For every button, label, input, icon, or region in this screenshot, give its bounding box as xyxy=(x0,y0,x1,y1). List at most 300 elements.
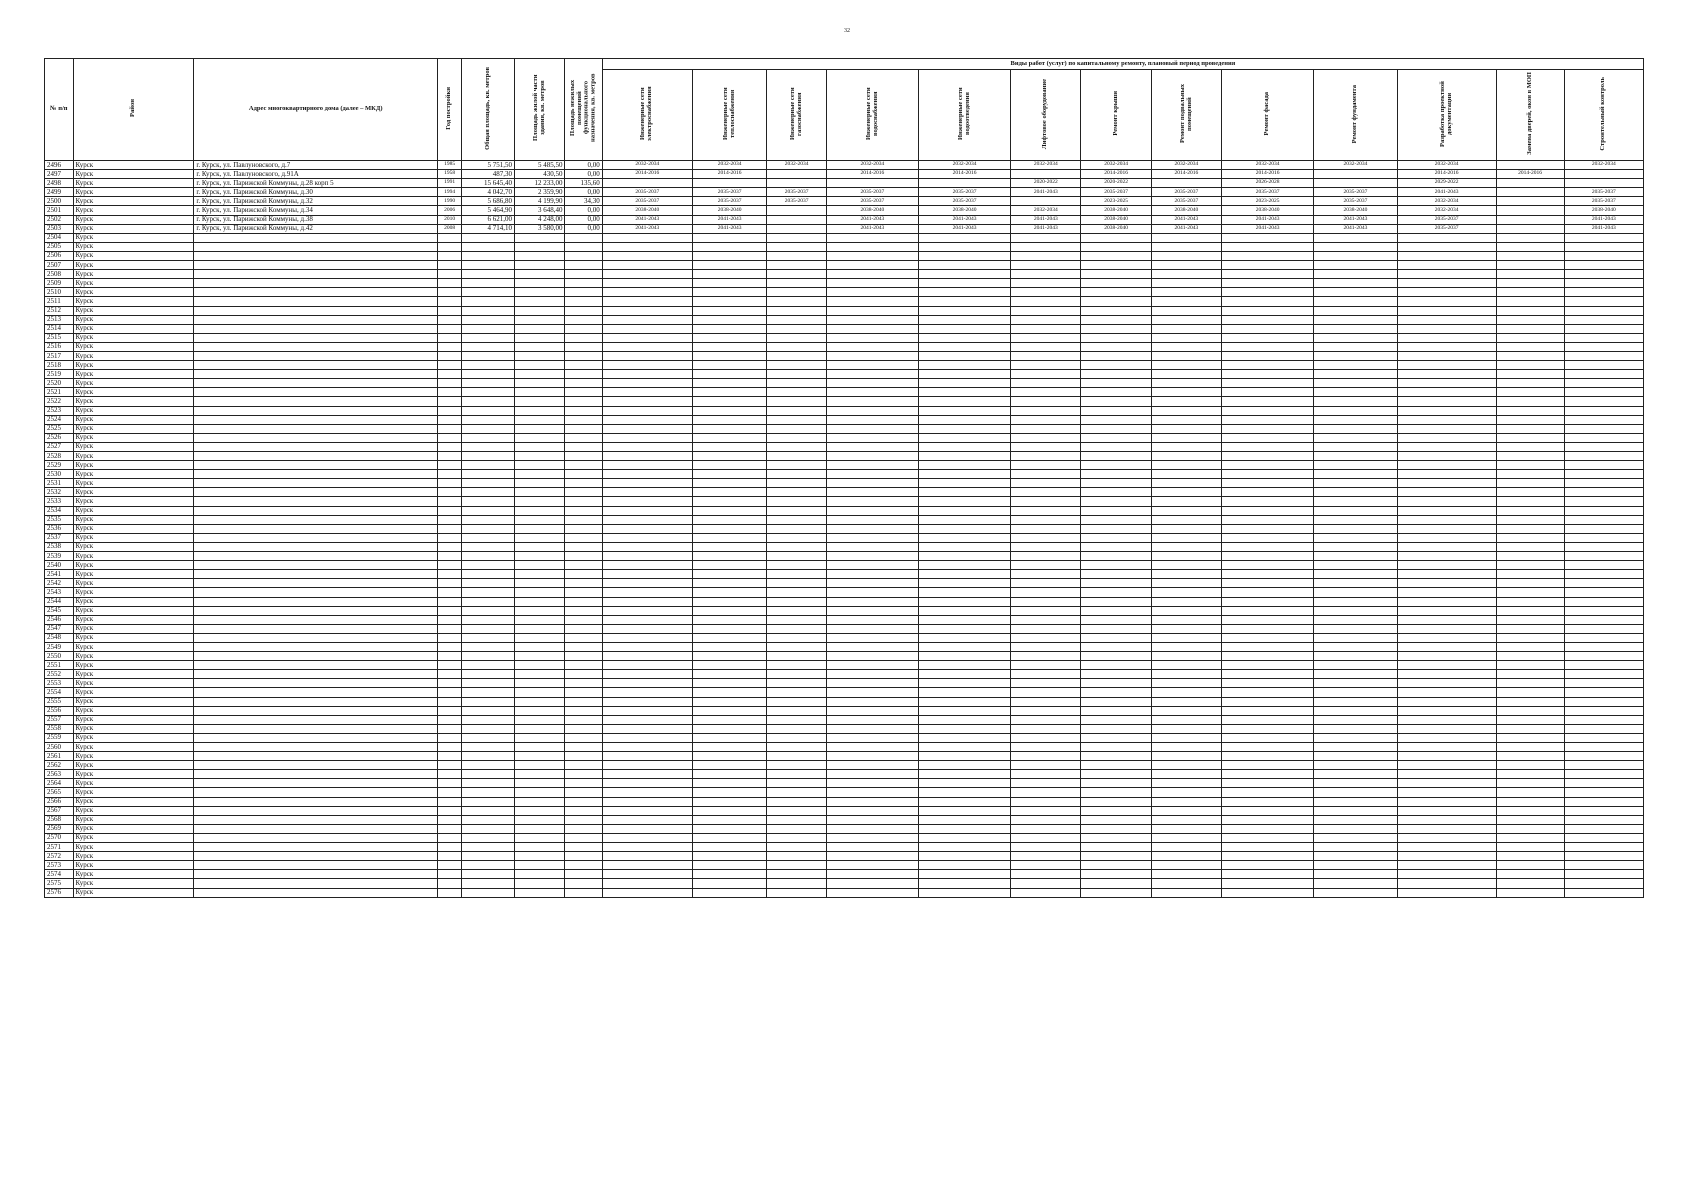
table-cell xyxy=(767,424,826,433)
table-cell xyxy=(1564,452,1643,461)
table-cell xyxy=(918,388,1010,397)
table-cell xyxy=(1011,197,1081,206)
table-cell xyxy=(1314,270,1397,279)
table-cell xyxy=(1011,315,1081,324)
table-cell xyxy=(1397,479,1496,488)
table-cell xyxy=(692,752,767,761)
table-cell xyxy=(1496,679,1564,688)
table-row xyxy=(45,261,1644,270)
table-cell xyxy=(767,843,826,852)
table-cell xyxy=(918,679,1010,688)
table-cell xyxy=(514,306,565,315)
table-cell xyxy=(826,788,918,797)
table-cell: Курск xyxy=(73,870,194,879)
table-row xyxy=(45,397,1644,406)
table-cell xyxy=(1222,361,1314,370)
table-cell xyxy=(602,615,692,624)
table-cell xyxy=(1151,879,1221,888)
table-cell xyxy=(1222,788,1314,797)
table-cell xyxy=(514,442,565,451)
page-number: 32 xyxy=(844,28,850,34)
table-cell xyxy=(767,888,826,897)
table-cell: 2023-2025 xyxy=(1081,197,1151,206)
table-cell: Курск xyxy=(73,433,194,442)
table-cell xyxy=(1222,433,1314,442)
table-cell xyxy=(767,770,826,779)
table-cell xyxy=(918,779,1010,788)
table-cell xyxy=(194,324,438,333)
table-cell xyxy=(1314,706,1397,715)
table-cell xyxy=(826,261,918,270)
table-cell xyxy=(1222,752,1314,761)
table-cell xyxy=(826,706,918,715)
table-cell: 2562 xyxy=(45,761,74,770)
table-cell xyxy=(1564,361,1643,370)
table-cell xyxy=(918,761,1010,770)
table-cell xyxy=(1222,270,1314,279)
table-row xyxy=(45,697,1644,706)
table-cell xyxy=(1081,570,1151,579)
table-cell xyxy=(194,815,438,824)
table-cell xyxy=(767,470,826,479)
table-cell xyxy=(565,733,602,742)
table-cell xyxy=(692,433,767,442)
table-cell xyxy=(1151,461,1221,470)
table-cell: 1958 xyxy=(438,170,462,179)
table-cell xyxy=(1222,452,1314,461)
table-cell: Курск xyxy=(73,852,194,861)
table-cell xyxy=(194,824,438,833)
col-header-3: Год постройки xyxy=(438,59,462,161)
table-cell xyxy=(514,342,565,351)
table-row xyxy=(45,788,1644,797)
table-cell xyxy=(602,879,692,888)
table-cell xyxy=(514,652,565,661)
table-cell xyxy=(1314,361,1397,370)
table-cell xyxy=(602,315,692,324)
table-cell xyxy=(514,370,565,379)
table-cell xyxy=(1011,761,1081,770)
table-cell xyxy=(692,761,767,770)
table-cell xyxy=(1314,488,1397,497)
table-cell: Курск xyxy=(73,470,194,479)
table-cell xyxy=(1222,606,1314,615)
table-cell xyxy=(1011,533,1081,542)
table-cell: 2549 xyxy=(45,642,74,651)
table-cell xyxy=(767,288,826,297)
table-cell xyxy=(1397,242,1496,251)
table-cell xyxy=(438,552,462,561)
table-cell: Курск xyxy=(73,797,194,806)
table-cell xyxy=(514,733,565,742)
table-cell xyxy=(565,888,602,897)
table-cell xyxy=(1564,497,1643,506)
table-cell xyxy=(565,797,602,806)
table-row xyxy=(45,288,1644,297)
table-cell: 2032-2034 xyxy=(767,161,826,170)
table-cell xyxy=(194,488,438,497)
table-cell xyxy=(1011,561,1081,570)
table-cell xyxy=(194,351,438,360)
table-cell xyxy=(514,688,565,697)
table-cell xyxy=(1397,824,1496,833)
table-cell: 487,30 xyxy=(462,170,515,179)
table-cell xyxy=(438,888,462,897)
table-cell xyxy=(1081,461,1151,470)
table-row xyxy=(45,470,1644,479)
table-cell: 5 464,90 xyxy=(462,206,515,215)
table-cell xyxy=(826,597,918,606)
table-cell: 2014-2016 xyxy=(1151,170,1221,179)
table-cell xyxy=(692,552,767,561)
table-cell xyxy=(462,824,515,833)
table-cell xyxy=(602,397,692,406)
table-cell xyxy=(1081,297,1151,306)
table-cell xyxy=(565,397,602,406)
capital-repair-table xyxy=(44,58,1644,898)
table-cell xyxy=(1496,288,1564,297)
table-cell: 2508 xyxy=(45,270,74,279)
table-cell xyxy=(514,406,565,415)
table-cell xyxy=(438,715,462,724)
table-cell: 2544 xyxy=(45,597,74,606)
table-cell xyxy=(1151,533,1221,542)
table-cell xyxy=(1314,233,1397,242)
table-cell xyxy=(565,715,602,724)
col-header-5: Площадь жилой части здания, кв. метров xyxy=(514,59,565,161)
table-cell xyxy=(1496,670,1564,679)
table-cell xyxy=(1081,524,1151,533)
table-cell xyxy=(1496,406,1564,415)
col-header-13: Ремонт крыши xyxy=(1081,70,1151,161)
table-cell xyxy=(1151,524,1221,533)
table-cell xyxy=(1397,524,1496,533)
table-cell: 2038-2040 xyxy=(1314,206,1397,215)
table-cell: 2542 xyxy=(45,579,74,588)
table-cell: 1990 xyxy=(438,197,462,206)
table-cell xyxy=(1314,797,1397,806)
table-cell xyxy=(918,624,1010,633)
table-cell xyxy=(692,542,767,551)
table-cell xyxy=(1564,579,1643,588)
table-cell xyxy=(565,724,602,733)
table-cell: Курск xyxy=(73,624,194,633)
table-cell xyxy=(1314,506,1397,515)
table-cell xyxy=(1222,615,1314,624)
table-cell xyxy=(438,333,462,342)
table-cell: 2526 xyxy=(45,433,74,442)
table-cell xyxy=(1564,533,1643,542)
table-cell xyxy=(438,806,462,815)
table-cell xyxy=(1151,242,1221,251)
table-cell xyxy=(692,515,767,524)
table-cell: 2534 xyxy=(45,506,74,515)
table-cell xyxy=(194,533,438,542)
table-cell xyxy=(692,442,767,451)
table-row xyxy=(45,215,1644,224)
table-cell xyxy=(1314,261,1397,270)
table-cell xyxy=(462,888,515,897)
table-cell xyxy=(194,606,438,615)
table-cell xyxy=(918,788,1010,797)
table-cell xyxy=(767,315,826,324)
table-cell xyxy=(1397,843,1496,852)
table-cell xyxy=(692,488,767,497)
table-cell xyxy=(1151,597,1221,606)
table-cell xyxy=(438,452,462,461)
table-row xyxy=(45,670,1644,679)
table-cell xyxy=(602,533,692,542)
table-cell xyxy=(1081,561,1151,570)
table-cell xyxy=(1222,479,1314,488)
table-cell xyxy=(1151,706,1221,715)
table-cell xyxy=(565,761,602,770)
table-row xyxy=(45,624,1644,633)
table-cell xyxy=(1564,297,1643,306)
table-cell xyxy=(1496,461,1564,470)
table-cell xyxy=(767,861,826,870)
table-cell xyxy=(462,770,515,779)
table-cell xyxy=(462,661,515,670)
table-cell xyxy=(1081,333,1151,342)
table-cell xyxy=(918,661,1010,670)
table-cell xyxy=(1011,242,1081,251)
table-cell xyxy=(1314,597,1397,606)
table-cell xyxy=(918,452,1010,461)
table-cell xyxy=(462,270,515,279)
table-cell: 2032-2034 xyxy=(602,161,692,170)
table-cell xyxy=(826,588,918,597)
table-cell xyxy=(565,661,602,670)
table-cell xyxy=(194,542,438,551)
table-cell xyxy=(194,424,438,433)
table-cell xyxy=(1397,333,1496,342)
table-row xyxy=(45,606,1644,615)
table-cell xyxy=(602,279,692,288)
col-header-15: Ремонт фасада xyxy=(1222,70,1314,161)
table-cell xyxy=(1151,251,1221,260)
table-cell: 2574 xyxy=(45,870,74,879)
table-cell xyxy=(462,397,515,406)
table-cell xyxy=(1081,624,1151,633)
table-cell xyxy=(826,361,918,370)
table-cell: г. Курск, ул. Павлуновского, д.7 xyxy=(194,161,438,170)
table-cell xyxy=(462,533,515,542)
table-cell xyxy=(1011,615,1081,624)
table-cell xyxy=(1496,652,1564,661)
table-cell: Курск xyxy=(73,497,194,506)
table-cell xyxy=(1397,806,1496,815)
table-cell xyxy=(438,533,462,542)
table-cell xyxy=(1222,515,1314,524)
table-cell xyxy=(692,279,767,288)
table-cell xyxy=(1564,306,1643,315)
table-cell xyxy=(767,497,826,506)
table-cell: 2041-2043 xyxy=(918,224,1010,233)
table-cell xyxy=(826,615,918,624)
table-cell: 1994 xyxy=(438,188,462,197)
table-cell xyxy=(692,688,767,697)
table-cell xyxy=(826,479,918,488)
table-cell xyxy=(1011,361,1081,370)
table-cell xyxy=(826,315,918,324)
table-cell xyxy=(602,606,692,615)
table-cell xyxy=(194,361,438,370)
table-cell xyxy=(1151,679,1221,688)
table-cell xyxy=(514,852,565,861)
table-cell xyxy=(1564,724,1643,733)
table-cell xyxy=(767,415,826,424)
table-cell: 2 359,90 xyxy=(514,188,565,197)
table-cell xyxy=(918,743,1010,752)
table-row xyxy=(45,706,1644,715)
table-cell: Курск xyxy=(73,688,194,697)
table-cell xyxy=(1496,806,1564,815)
table-cell xyxy=(565,588,602,597)
table-cell xyxy=(826,761,918,770)
table-cell xyxy=(1496,606,1564,615)
table-cell xyxy=(1081,688,1151,697)
table-cell xyxy=(918,370,1010,379)
table-cell xyxy=(918,579,1010,588)
table-row xyxy=(45,406,1644,415)
table-cell xyxy=(602,824,692,833)
table-cell: 0,00 xyxy=(565,161,602,170)
table-cell xyxy=(826,633,918,642)
table-cell xyxy=(1314,733,1397,742)
table-cell xyxy=(565,679,602,688)
table-cell: 12 233,00 xyxy=(514,179,565,188)
table-cell xyxy=(565,615,602,624)
table-cell xyxy=(1564,652,1643,661)
table-cell xyxy=(1151,797,1221,806)
table-cell xyxy=(565,861,602,870)
table-cell xyxy=(692,615,767,624)
table-cell xyxy=(767,452,826,461)
table-cell: 2038-2040 xyxy=(1081,224,1151,233)
table-cell: 2503 xyxy=(45,224,74,233)
table-cell xyxy=(1397,488,1496,497)
table-cell xyxy=(602,642,692,651)
table-cell xyxy=(462,879,515,888)
table-cell xyxy=(194,852,438,861)
table-cell xyxy=(1011,415,1081,424)
table-cell: 2536 xyxy=(45,524,74,533)
table-cell: Курск xyxy=(73,488,194,497)
table-cell: 2041-2043 xyxy=(1151,224,1221,233)
table-cell xyxy=(1222,843,1314,852)
table-cell xyxy=(918,642,1010,651)
table-cell xyxy=(462,506,515,515)
table-cell xyxy=(1011,261,1081,270)
table-cell xyxy=(826,724,918,733)
table-cell xyxy=(1151,561,1221,570)
table-cell xyxy=(826,424,918,433)
table-cell xyxy=(1081,779,1151,788)
table-cell xyxy=(462,452,515,461)
table-cell xyxy=(1496,270,1564,279)
table-cell xyxy=(1496,815,1564,824)
table-cell xyxy=(692,479,767,488)
table-cell: Курск xyxy=(73,515,194,524)
table-cell xyxy=(1564,824,1643,833)
table-cell xyxy=(1081,606,1151,615)
table-cell xyxy=(1222,251,1314,260)
table-cell: 2041-2043 xyxy=(1564,224,1643,233)
table-cell xyxy=(1564,397,1643,406)
table-cell xyxy=(1011,888,1081,897)
table-cell xyxy=(194,843,438,852)
table-cell xyxy=(1222,533,1314,542)
table-row xyxy=(45,888,1644,897)
table-cell xyxy=(826,642,918,651)
table-cell xyxy=(462,470,515,479)
table-cell xyxy=(1011,852,1081,861)
table-cell xyxy=(918,233,1010,242)
table-cell xyxy=(194,233,438,242)
table-cell xyxy=(602,506,692,515)
table-cell xyxy=(1011,752,1081,761)
table-cell xyxy=(1314,170,1397,179)
table-cell xyxy=(1222,470,1314,479)
table-cell xyxy=(194,415,438,424)
table-cell xyxy=(514,279,565,288)
table-cell xyxy=(194,597,438,606)
table-cell xyxy=(767,361,826,370)
table-cell xyxy=(462,688,515,697)
table-cell xyxy=(565,597,602,606)
table-cell xyxy=(826,870,918,879)
table-cell xyxy=(602,461,692,470)
table-cell xyxy=(826,242,918,251)
table-cell xyxy=(826,561,918,570)
table-cell xyxy=(1314,297,1397,306)
table-cell xyxy=(918,306,1010,315)
table-cell: 2014-2016 xyxy=(1081,170,1151,179)
table-cell xyxy=(565,233,602,242)
table-cell: 4 248,00 xyxy=(514,215,565,224)
table-cell xyxy=(438,288,462,297)
table-cell xyxy=(1496,724,1564,733)
table-cell xyxy=(514,333,565,342)
table-cell: 4 199,90 xyxy=(514,197,565,206)
table-cell xyxy=(1081,679,1151,688)
table-cell xyxy=(1564,670,1643,679)
table-cell xyxy=(462,606,515,615)
table-cell xyxy=(1397,370,1496,379)
table-cell xyxy=(1564,861,1643,870)
table-cell xyxy=(767,661,826,670)
table-cell xyxy=(1496,843,1564,852)
table-cell xyxy=(826,852,918,861)
table-cell xyxy=(438,524,462,533)
table-cell xyxy=(438,652,462,661)
table-cell xyxy=(1151,552,1221,561)
table-cell xyxy=(514,570,565,579)
table-cell xyxy=(918,333,1010,342)
table-row xyxy=(45,779,1644,788)
table-cell xyxy=(1151,642,1221,651)
table-cell: Курск xyxy=(73,888,194,897)
table-cell xyxy=(438,397,462,406)
table-cell: Курск xyxy=(73,161,194,170)
table-row xyxy=(45,297,1644,306)
table-cell xyxy=(1011,424,1081,433)
table-cell xyxy=(1397,351,1496,360)
table-cell xyxy=(1011,624,1081,633)
table-cell xyxy=(1314,570,1397,579)
table-cell xyxy=(194,442,438,451)
